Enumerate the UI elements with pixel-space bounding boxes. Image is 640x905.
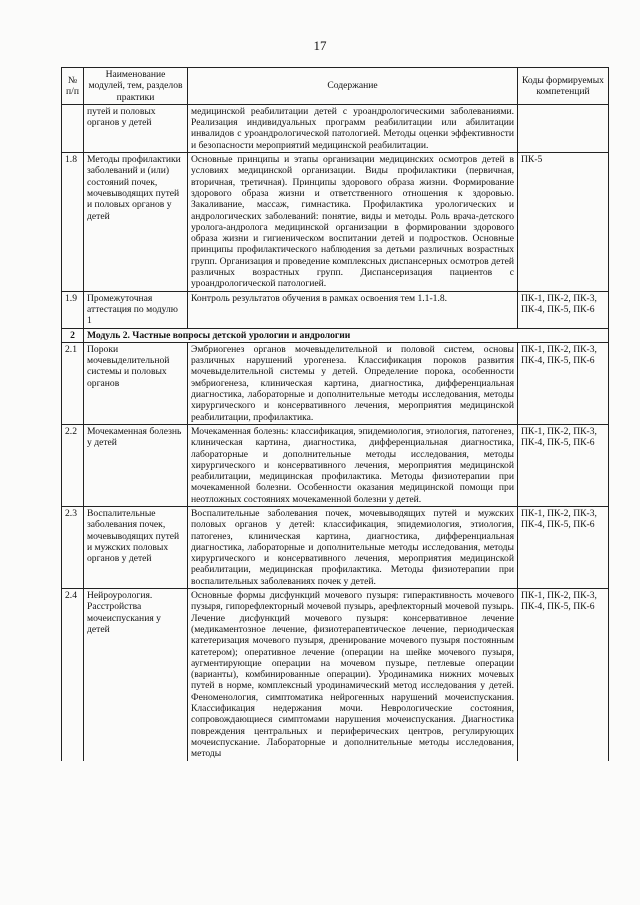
row-number: 2.2 bbox=[62, 424, 84, 506]
row-topic-name: Промежуточная аттестация по модулю 1 bbox=[84, 291, 188, 328]
row-competency-codes: ПК-5 bbox=[518, 153, 609, 292]
row-content: Контроль результатов обучения в рамках освоения тем 1.1-1.8. bbox=[188, 291, 518, 328]
row-content: медицинской реабилитации детей с уроандрологическими заболеваниями. Реализация индивидуальных программ реабилитации или абилитации инвалидов с уроандрологической патологией. Методы оценки эффективности и безопасности мероприятий медицинской реабилитации. bbox=[188, 104, 518, 152]
row-number: 2.4 bbox=[62, 589, 84, 761]
row-competency-codes: ПК-1, ПК-2, ПК-3, ПК-4, ПК-5, ПК-6 bbox=[518, 506, 609, 588]
row-number: 1.8 bbox=[62, 153, 84, 292]
row-number bbox=[62, 104, 84, 152]
row-competency-codes bbox=[518, 104, 609, 152]
table-row bbox=[62, 424, 609, 506]
page-number: 17 bbox=[313, 38, 327, 53]
row-topic-name: Нейроурология. Расстройства мочеиспускания у детей bbox=[84, 589, 188, 761]
row-content: Мочекаменная болезнь: классификация, эпидемиология, этиология, патогенез, клиническая картина, диагностика, дифференциальная диагностика, лабораторные и дополнительные методы исследования, методы хирургического и консервативного лечения, мероприятия медицинской реабилитации, медицинская профилактика. Методы физиотерапии при мочекаменной болезни. Особенности оказания медицинской помощи при неотложных состояниях мочекаменной болезни у детей. bbox=[188, 424, 518, 506]
header-num: № п/п bbox=[62, 68, 84, 105]
row-content: Эмбриогенез органов мочевыделительной и половой систем, основы различных нарушений урогенеза. Классификация пороков развития мочевыделительной системы у детей. Определение порока, особенности эмбриогенеза, клиническая картина, диагностика, дифференциальная диагностика, лабораторные и дополнительные методы исследования, методы хирургического и консервативного лечения, мероприятия медицинской реабилитации, профилактика. bbox=[188, 342, 518, 424]
module-number: 2 bbox=[62, 328, 84, 342]
table-row bbox=[62, 589, 609, 761]
row-content: Основные принципы и этапы организации медицинских осмотров детей в условиях медицинской организации. Виды профилактики (первичная, вторичная, третичная). Принципы здорового образа жизни. Формирование здорового образа жизни и ответственного отношения к здоровью. Закаливание, массаж, гимнастика. Профилактика урологических и андрологических заболеваний: понятие, виды и методы. Роль врача-детского уролога-андролога медицинской организации в формировании здорового образа жизни и гигиеническом воспитании детей и подростков. Основные принципы профилактического наблюдения за детьми различных возрастных групп. Организация и проведение комплексных диспансерных осмотров детей различных возрастных групп. Диспансеризация пациентов с уроандрологической патологией. bbox=[188, 153, 518, 292]
header-name: Наименование модулей, тем, разделов практики bbox=[84, 68, 188, 105]
row-content: Воспалительные заболевания почек, мочевыводящих путей и мужских половых органов у детей: классификация, эпидемиология, этиология, патогенез, клиническая картина, диагностика, дифференциальная диагностика, лабораторные и дополнительные методы исследования, методы хирургического и консервативного лечения, мероприятия медицинской реабилитации, медицинская профилактика. Методы физиотерапии при воспалительных заболеваниях почек у детей. bbox=[188, 506, 518, 588]
table-row bbox=[62, 506, 609, 588]
table-header-row bbox=[62, 68, 609, 105]
row-number: 2.1 bbox=[62, 342, 84, 424]
module-row bbox=[62, 328, 609, 342]
table-row bbox=[62, 153, 609, 292]
row-number: 1.9 bbox=[62, 291, 84, 328]
row-competency-codes: ПК-1, ПК-2, ПК-3, ПК-4, ПК-5, ПК-6 bbox=[518, 291, 609, 328]
row-content: Основные формы дисфункций мочевого пузыря: гиперактивность мочевого пузыря, гипорефлекторный мочевой пузырь, арефлекторный мочевой пузырь. Лечение дисфункций мочевого пузыря: консервативное лечение (медикаментозное лечение, физиотерапевтическое лечение, периодическая катетеризация мочевого пузыря, дренирование мочевого пузыря постоянным катетером); оперативное лечение (операции на шейке мочевого пузыря, аугментирующие операции на мочевом пузыре, петлевые операции (варианты), комбинированные операции). Уродинамика нижних мочевых путей в норме, комплексный уродинамический метод исследования у детей. Феноменология, симптоматика нейрогенных нарушений мочеиспускания. Классификация недержания мочи. Неврологические состояния, сопровождающиеся симптомами нарушения мочеиспускания. Диагностика повреждения центральных и периферических центров, регулирующих мочеиспускание. Лабораторные и дополнительные методы исследования, методы bbox=[188, 589, 518, 761]
row-topic-name: Мочекаменная болезнь у детей bbox=[84, 424, 188, 506]
header-codes: Коды формируемых компетенций bbox=[518, 68, 609, 105]
table-row bbox=[62, 104, 609, 152]
curriculum-table bbox=[61, 67, 609, 761]
row-competency-codes: ПК-1, ПК-2, ПК-3, ПК-4, ПК-5, ПК-6 bbox=[518, 342, 609, 424]
row-topic-name: Воспалительные заболевания почек, мочевыводящих путей и мужских половых органов у детей bbox=[84, 506, 188, 588]
row-topic-name: Пороки мочевыделительной системы и половых органов bbox=[84, 342, 188, 424]
row-topic-name: путей и половых органов у детей bbox=[84, 104, 188, 152]
table-body bbox=[62, 104, 609, 760]
header-content: Содержание bbox=[188, 68, 518, 105]
row-topic-name: Методы профилактики заболеваний и (или) состояний почек, мочевыводящих путей и половых органов у детей bbox=[84, 153, 188, 292]
row-number: 2.3 bbox=[62, 506, 84, 588]
table-row bbox=[62, 342, 609, 424]
row-competency-codes: ПК-1, ПК-2, ПК-3, ПК-4, ПК-5, ПК-6 bbox=[518, 424, 609, 506]
module-title: Модуль 2. Частные вопросы детской урологии и андрологии bbox=[84, 328, 609, 342]
table-row bbox=[62, 291, 609, 328]
row-competency-codes: ПК-1, ПК-2, ПК-3, ПК-4, ПК-5, ПК-6 bbox=[518, 589, 609, 761]
